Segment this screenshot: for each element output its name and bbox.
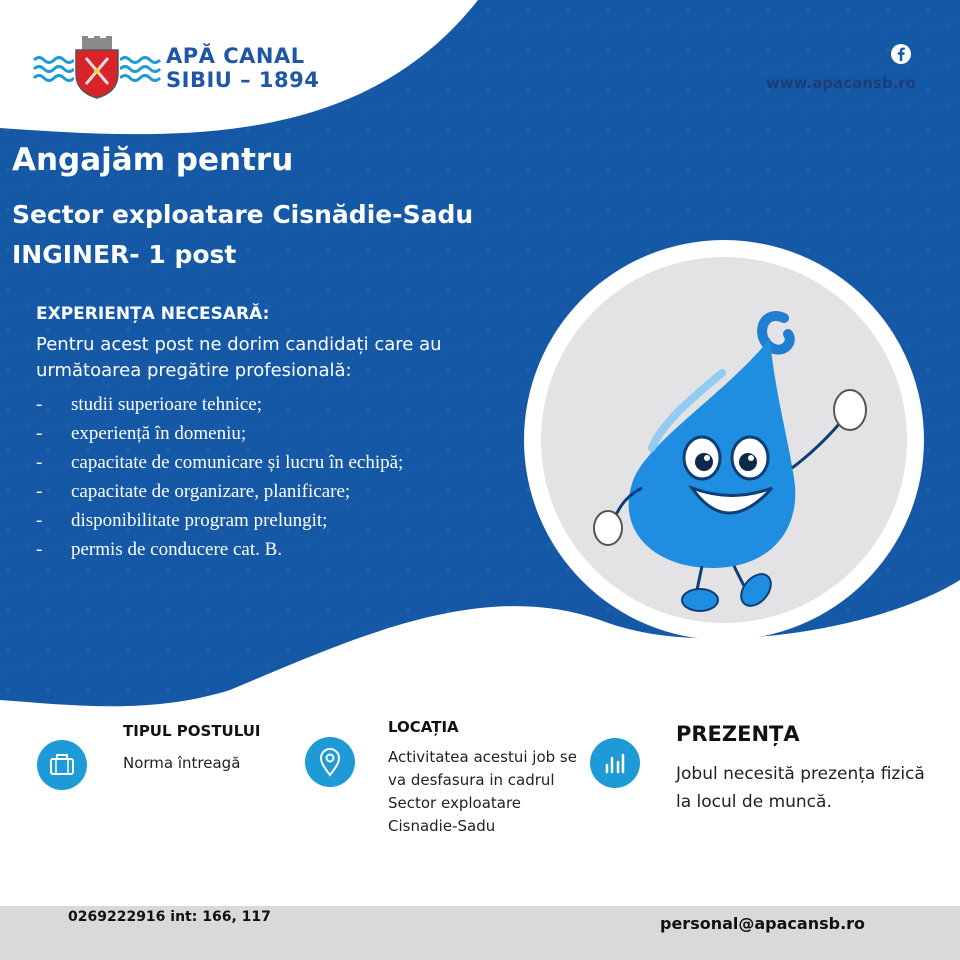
bullet: - [36,452,43,473]
bullet: - [36,510,43,531]
website-link[interactable]: www.apacansb.ro [765,74,916,92]
requirement-text: disponibilitate program prelungit; [71,510,328,531]
map-pin-icon [305,737,355,787]
chart-icon [590,738,640,788]
requirements-list [36,390,403,564]
requirement-text: experiență în domeniu; [71,423,247,444]
bullet: - [36,481,43,502]
location-label: LOCAȚIA [388,718,459,736]
presence-label: PREZENȚA [676,722,800,746]
type-label: TIPUL POSTULUI [123,722,261,740]
bullet: - [36,423,43,444]
list-item [36,535,403,564]
mascot-circle [522,238,926,642]
wave-logo-right-icon [120,52,162,86]
experience-intro: Pentru acest post ne dorim candidați care au următoarea pregătire profesională: [36,334,442,381]
requirement-text: capacitate de organizare, planificare; [71,481,351,502]
brand-name [166,44,319,92]
requirement-text: studii superioare tehnice; [71,394,262,415]
footer-email[interactable]: personal@apacansb.ro [660,914,866,933]
bullet: - [36,394,43,415]
coat-of-arms-icon [72,36,122,100]
bullet: - [36,539,43,560]
type-text: Norma întreagă [123,754,241,772]
experience-title: EXPERIENȚA NECESARĂ: [36,304,270,324]
list-item [36,419,403,448]
footer-phone[interactable]: 0269222916 int: 166, 117 [68,909,271,925]
briefcase-icon [37,740,87,790]
wave-logo-left-icon [32,52,74,86]
list-item [36,390,403,419]
list-item [36,448,403,477]
requirement-text: permis de conducere cat. B. [71,539,283,560]
headline-title: Angajăm pentru [12,142,294,178]
facebook-icon[interactable] [890,43,912,65]
presence-text: Jobul necesită prezența fizică la locul de muncă. [676,764,925,812]
list-item [36,506,403,535]
list-item [36,477,403,506]
headline-sector: Sector exploatare Cisnădie-Sadu [12,200,474,229]
requirement-text: capacitate de comunicare și lucru în echipă; [71,452,404,473]
location-text: Activitatea acestui job se va desfasura in cadrul Sector exploatare Cisnadie-Sadu [388,748,577,835]
brand-line2: SIBIU – 1894 [166,68,320,92]
headline-position: INGINER- 1 post [12,240,237,269]
brand-line1: APĂ CANAL [166,44,305,68]
